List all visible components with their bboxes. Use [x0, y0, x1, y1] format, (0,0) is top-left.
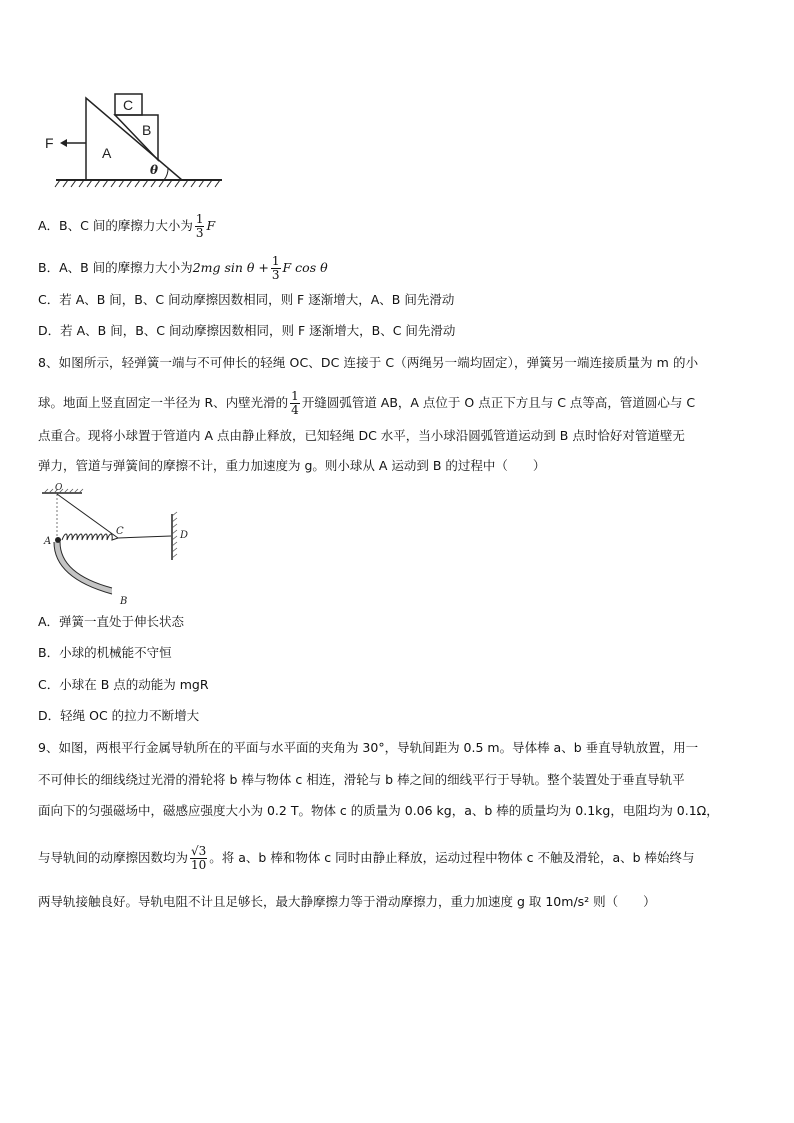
q9-line4	[38, 845, 695, 872]
q7-option-a-text: A．B、C 间的摩擦力大小为	[38, 218, 193, 233]
q7-figure	[40, 88, 240, 188]
label-d: D	[180, 530, 189, 541]
block-a	[86, 98, 182, 180]
label-b: B	[142, 122, 152, 138]
fraction	[290, 390, 300, 417]
label-b: B	[120, 596, 128, 607]
q8-line2	[38, 390, 695, 417]
frac-den: 4	[291, 403, 299, 417]
label-c: C	[123, 97, 134, 113]
q7-option-d: D．若 A、B 间，B、C 间动摩擦因数相同，则 F 逐渐增大，B、C 间先滑动	[38, 323, 456, 338]
q8-figure	[38, 482, 198, 608]
q7-option-b	[38, 255, 328, 282]
q8-line4: 弹力，管道与弹簧间的摩擦不计，重力加速度为 g。则小球从 A 运动到 B 的过程中（ ）	[38, 458, 546, 473]
q9-line4-a: 与导轨间的动摩擦因数均为	[38, 850, 189, 865]
fraction	[195, 213, 205, 240]
q8-line2-a: 球。地面上竖直固定一半径为 R、内壁光滑的	[38, 395, 289, 410]
q9-line1: 9、如图，两根平行金属导轨所在的平面与水平面的夹角为 30°，导轨间距为 0.5 m。导体棒 a、b 垂直导轨放置，用一	[38, 740, 699, 755]
q7-option-b-expr2: F cos θ	[282, 260, 328, 275]
label-a: A	[102, 145, 112, 161]
frac-num: √3	[191, 844, 207, 858]
q7-option-a	[38, 213, 215, 240]
q8-option-c: C．小球在 B 点的动能为 mgR	[38, 677, 209, 692]
q9-line2: 不可伸长的细线绕过光滑的滑轮将 b 棒与物体 c 相连，滑轮与 b 棒之间的细线平行于导轨。整个装置处于垂直导轨平	[38, 772, 685, 787]
label-theta: θ	[150, 163, 159, 177]
q8-line1: 8、如图所示，轻弹簧一端与不可伸长的轻绳 OC、DC 连接于 C（两绳另一端均固定），弹簧另一端连接质量为 m 的小	[38, 355, 699, 370]
q8-option-d: D．轻绳 OC 的拉力不断增大	[38, 708, 200, 723]
q8-line2-b: 开缝圆弧管道 AB，A 点位于 O 点正下方且与 C 点等高，管道圆心与 C	[301, 395, 696, 410]
q8-option-b: B．小球的机械能不守恒	[38, 645, 172, 660]
q7-option-c: C．若 A、B 间，B、C 间动摩擦因数相同，则 F 逐渐增大，A、B 间先滑动	[38, 292, 455, 307]
q9-line4-b: 。将 a、b 棒和物体 c 同时由静止释放，运动过程中物体 c 不触及滑轮，a、b 棒始终与	[209, 850, 695, 865]
spring	[62, 534, 118, 540]
q8-line3: 点重合。现将小球置于管道内 A 点由静止释放，已知轻绳 DC 水平，当小球沿圆弧管道运动到 B 点时恰好对管道壁无	[38, 428, 685, 443]
fraction	[190, 845, 207, 872]
frac-num: 1	[195, 212, 204, 226]
frac-num: 1	[291, 389, 299, 403]
q9-line5: 两导轨接触良好。导轨电阻不计且足够长，最大静摩擦力等于滑动摩擦力，重力加速度 g 取 10m/s² 则（ ）	[38, 894, 656, 909]
label-a: A	[44, 536, 52, 547]
block-b	[115, 115, 158, 160]
frac-den: 10	[191, 858, 207, 872]
q7-option-b-text: B．A、B 间的摩擦力大小为	[38, 260, 193, 275]
q9-line3: 面向下的匀强磁场中，磁感应强度大小为 0.2 T。物体 c 的质量为 0.06 kg，a、b 棒的质量均为 0.1kg，电阻均为 0.1Ω，	[38, 803, 719, 818]
q8-option-a: A．弹簧一直处于伸长状态	[38, 614, 185, 629]
label-f: F	[45, 135, 54, 151]
q7-option-b-expr1: 2mg sin θ +	[192, 260, 269, 275]
q7-option-a-suffix: F	[206, 218, 216, 233]
frac-num: 1	[271, 254, 280, 268]
frac-den: 3	[195, 226, 204, 240]
label-o: O	[55, 483, 63, 493]
fraction	[271, 255, 281, 282]
frac-den: 3	[271, 268, 280, 282]
label-c: C	[116, 526, 124, 537]
